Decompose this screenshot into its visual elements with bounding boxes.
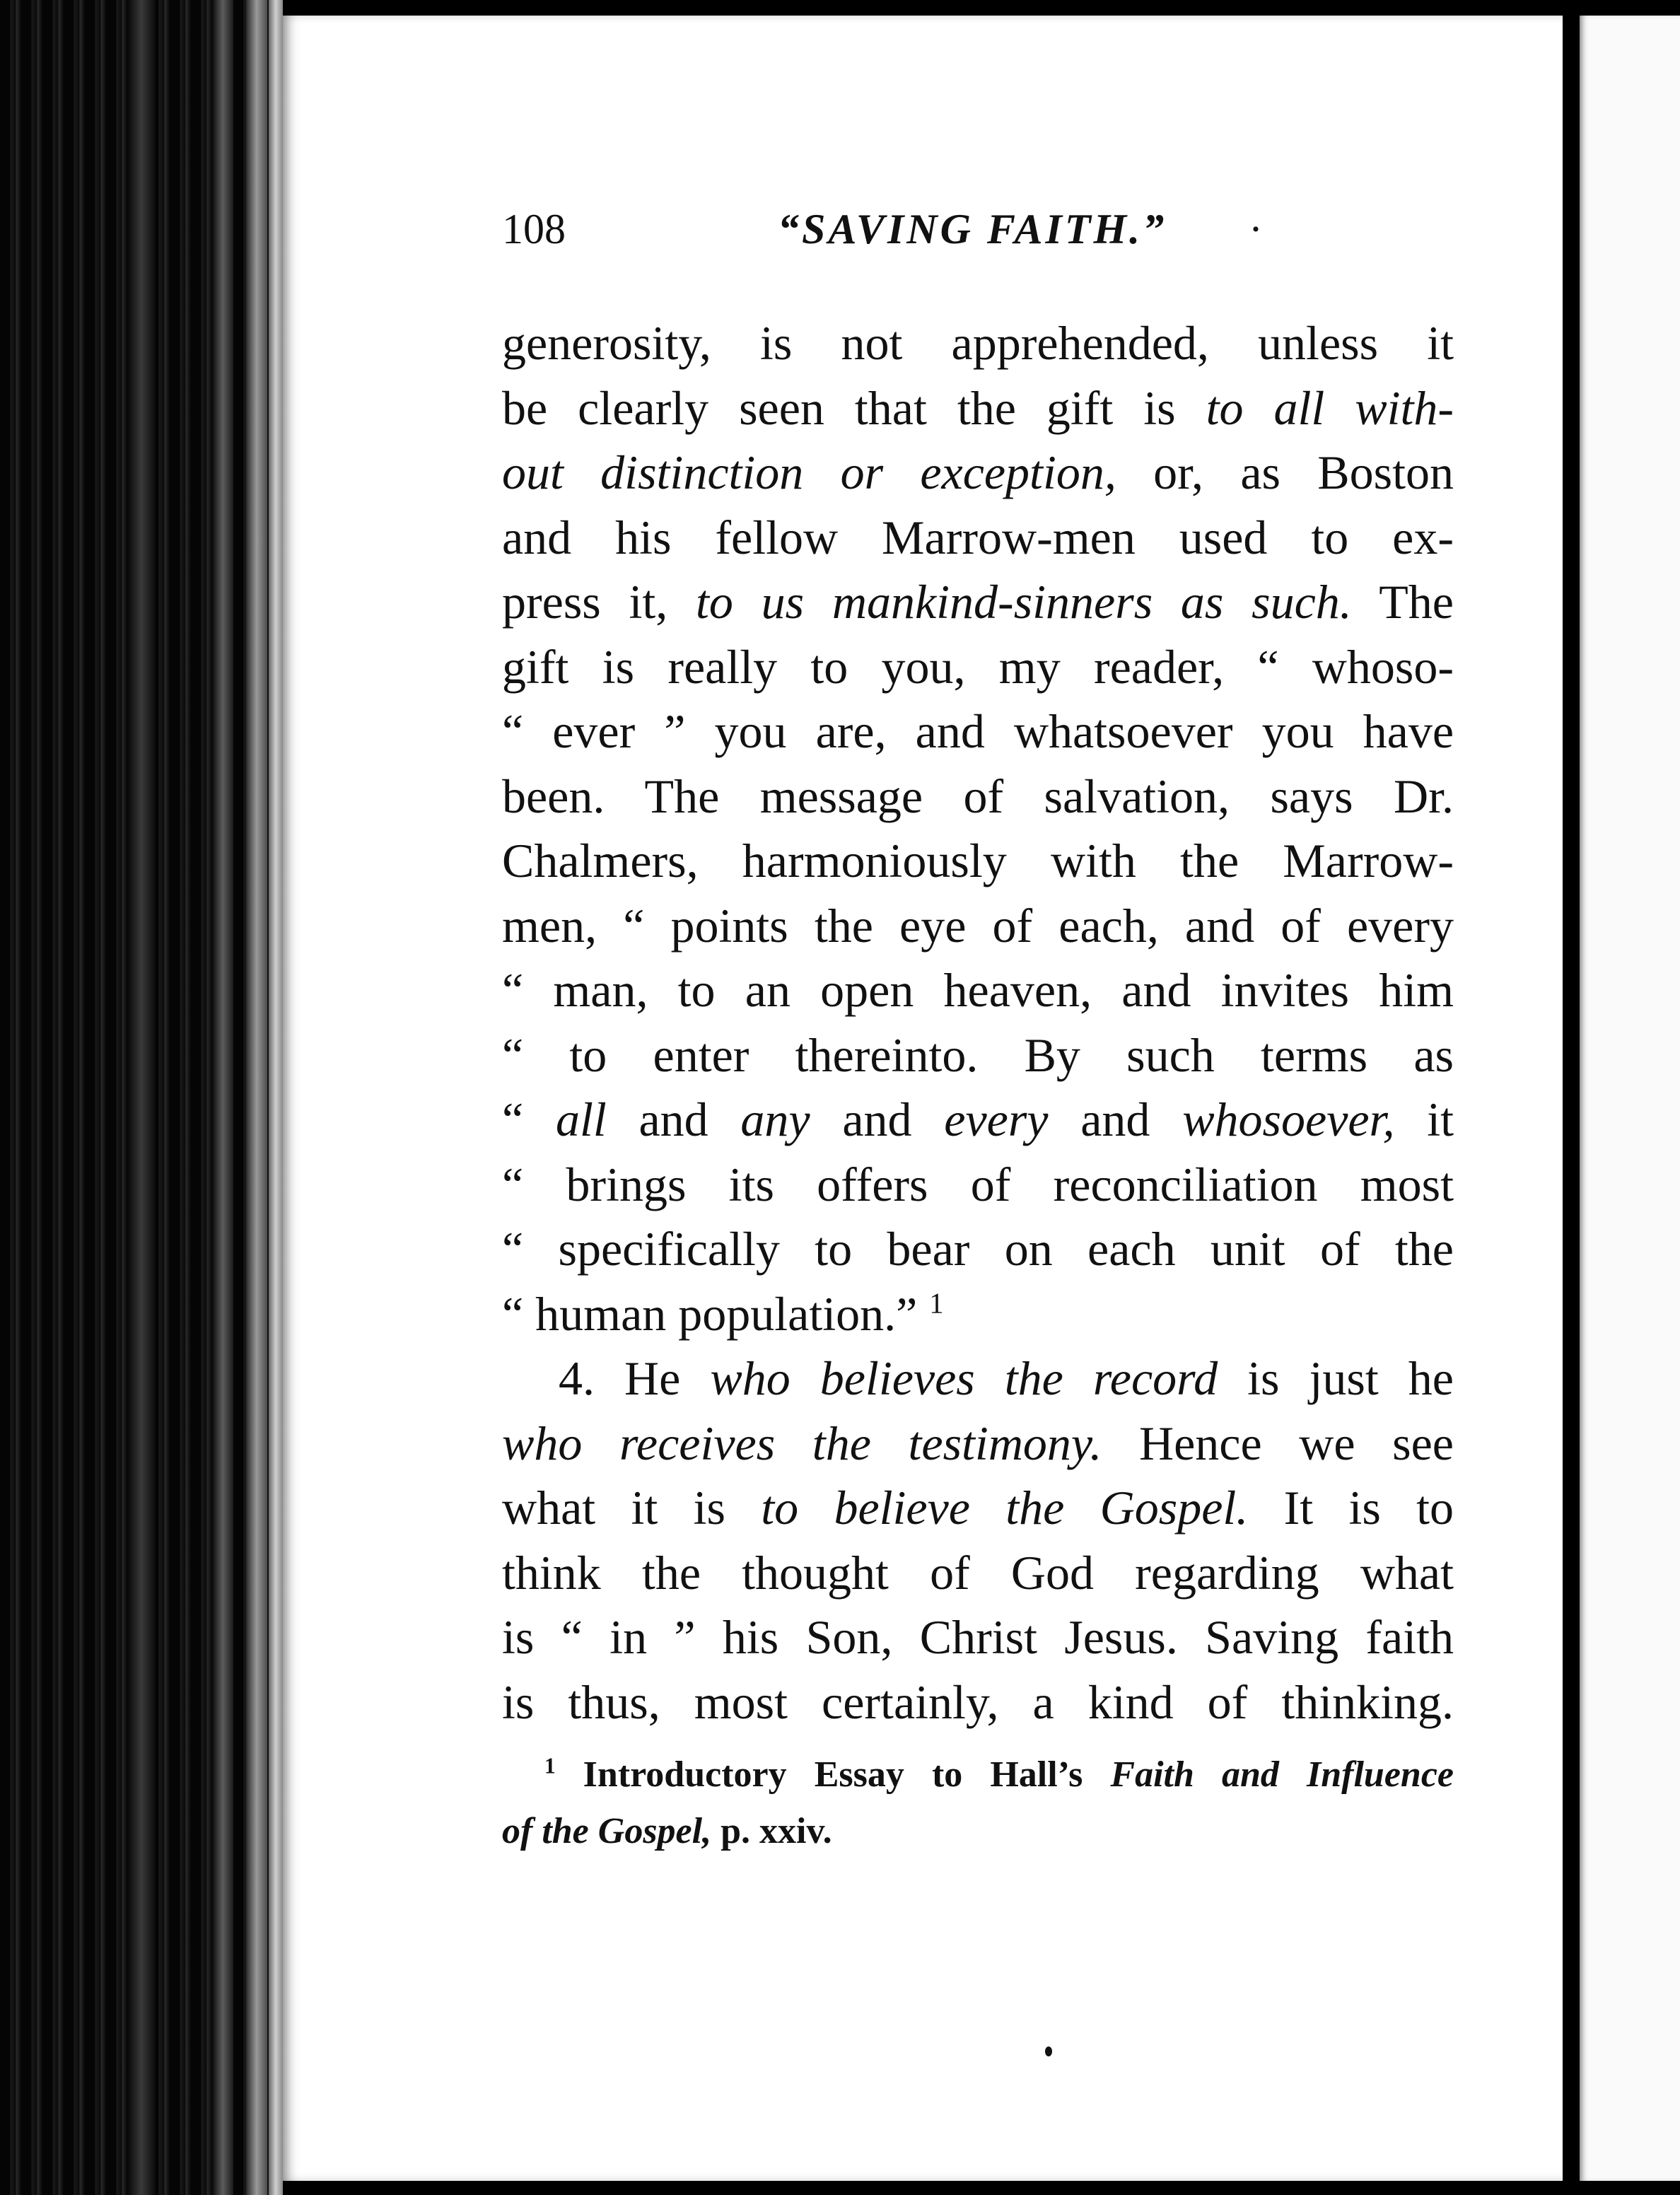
italic-span: out distinction or exception, <box>502 446 1116 499</box>
text-span: be clearly seen that the gift is <box>502 380 1206 435</box>
text-span: “ ever ” you are, and whatsoever you have <box>502 704 1454 758</box>
text-span: “ man, to an open heaven, and invites him <box>502 963 1454 1017</box>
text-span: It is to <box>1248 1481 1454 1535</box>
text-line <box>502 699 1454 764</box>
text-line <box>502 1670 1454 1735</box>
text-span: men, “ points the eye of each, and of every <box>502 898 1454 953</box>
text-line <box>502 894 1454 959</box>
text-line <box>502 1541 1454 1606</box>
text-span: is thus, most certainly, a kind of thinking. <box>502 1675 1454 1729</box>
footnote <box>502 1747 1454 1860</box>
text-span: think the thought of God regarding what <box>502 1545 1454 1600</box>
text-line <box>502 829 1454 894</box>
text-line <box>502 441 1454 506</box>
text-span: 4. He <box>559 1351 711 1405</box>
text-line <box>502 1282 1454 1347</box>
text-span: is just he <box>1218 1351 1454 1405</box>
text-span: Hence we see <box>1102 1416 1454 1470</box>
text-span: gift is really to you, my reader, “ whoso- <box>502 639 1454 694</box>
text-span: generosity, is not apprehended, unless it <box>502 316 1454 370</box>
text-line <box>502 1023 1454 1088</box>
text-line <box>502 764 1454 829</box>
text-span: and <box>810 1093 945 1146</box>
text-span: Introductory Essay to Hall’s <box>555 1754 1111 1795</box>
text-span: and his fellow Marrow-men used to ex- <box>502 510 1454 564</box>
next-page-sliver <box>1580 16 1680 2181</box>
text-span: or, as Boston <box>1116 446 1454 499</box>
header-dot: · <box>1249 206 1263 252</box>
text-line <box>502 570 1454 635</box>
text-line <box>502 1346 1454 1411</box>
footnote-marker: 1 <box>544 1753 556 1778</box>
text-span: “ <box>502 1093 556 1146</box>
text-span: and <box>1048 1093 1183 1146</box>
text-line <box>502 1605 1454 1670</box>
book-page <box>283 16 1563 2181</box>
text-span: press it, <box>502 575 696 629</box>
text-line <box>502 376 1454 441</box>
page-edge-band <box>246 0 267 2195</box>
running-header <box>502 205 1454 269</box>
text-span: Chalmers, harmoniously with the Marrow- <box>502 834 1454 887</box>
footnote-line <box>502 1747 1454 1803</box>
text-line <box>502 958 1454 1023</box>
footnote-line <box>502 1803 1454 1860</box>
text-span: what it is <box>502 1481 762 1535</box>
page-edge-band <box>269 0 283 2195</box>
italic-span: Faith and Influence <box>1110 1754 1454 1795</box>
footnote-marker: 1 <box>929 1287 944 1320</box>
italic-span: who believes the record <box>710 1351 1218 1405</box>
text-span: “ to enter thereinto. By such terms as <box>502 1027 1454 1082</box>
page-edge-band <box>212 0 233 2195</box>
page-edge-band <box>127 0 156 2195</box>
text-span: “ human population.” <box>502 1286 930 1341</box>
italic-span: to all with- <box>1206 380 1454 435</box>
book-gutter <box>1563 0 1580 2195</box>
text-line <box>502 1088 1454 1153</box>
book-page-edges <box>0 0 283 2195</box>
page-number: 108 <box>502 206 566 252</box>
text-line <box>502 635 1454 700</box>
text-line <box>502 1217 1454 1282</box>
running-title: “SAVING FAITH.” <box>778 206 1167 252</box>
text-span: “ specifically to bear on each unit of the <box>502 1222 1454 1276</box>
text-span: “ brings its offers of reconciliation most <box>502 1157 1454 1211</box>
italic-span: any <box>740 1093 810 1146</box>
text-line <box>502 1153 1454 1218</box>
text-span: it <box>1394 1093 1454 1146</box>
italic-span: to believe the Gospel. <box>761 1481 1249 1535</box>
text-line <box>502 506 1454 571</box>
text-line <box>502 1411 1454 1477</box>
ink-speck <box>1045 2046 1052 2056</box>
italic-span: all <box>555 1093 607 1146</box>
text-line <box>502 311 1454 376</box>
text-span: is “ in ” his Son, Christ Jesus. Saving faith <box>502 1610 1454 1664</box>
italic-span: to us mankind-sinners as such. <box>696 575 1352 629</box>
body-text <box>502 311 1454 1735</box>
text-line <box>502 1476 1454 1541</box>
text-span: p. xxiv. <box>711 1811 832 1851</box>
text-span: been. The message of salvation, says Dr. <box>502 769 1454 823</box>
italic-span: of the Gospel, <box>502 1811 712 1851</box>
text-span: The <box>1351 575 1454 629</box>
italic-span: whosoever, <box>1182 1093 1395 1146</box>
text-span: and <box>606 1093 741 1146</box>
italic-span: every <box>944 1093 1049 1146</box>
italic-span: who receives the testimony. <box>502 1416 1102 1470</box>
